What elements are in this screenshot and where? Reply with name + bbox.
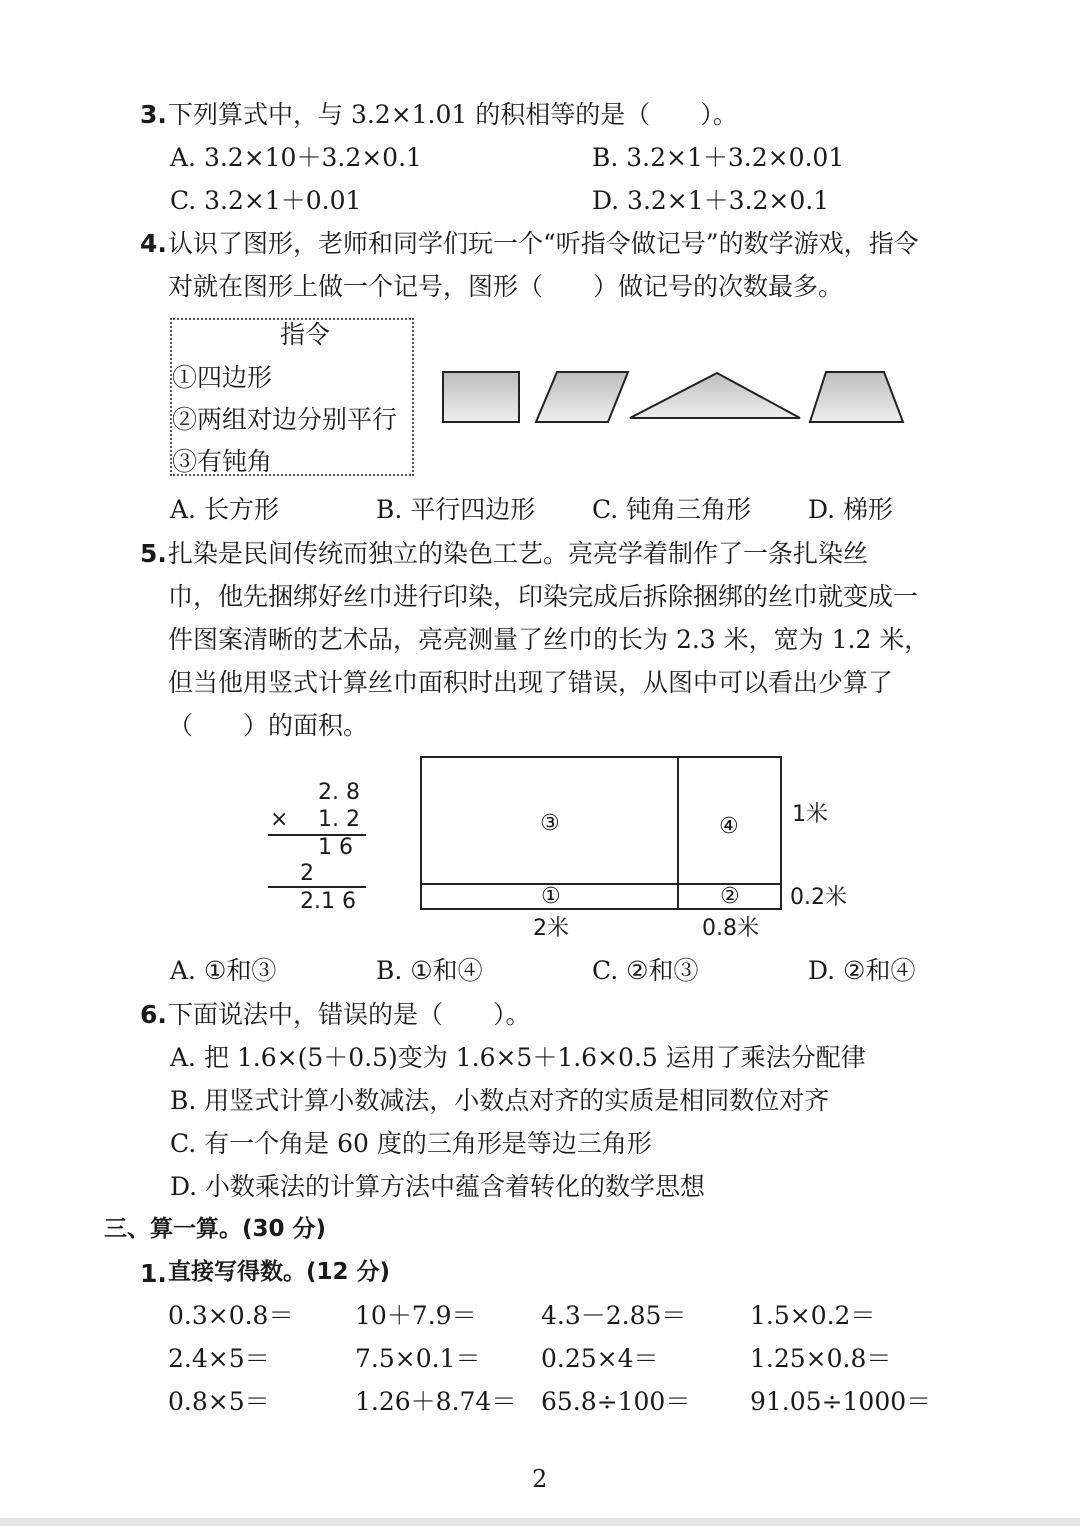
- q5-stem-line4: 但当他用竖式计算丝巾面积时出现了错误，从图中可以看出少算了: [168, 668, 894, 697]
- calc-item: 0.25×4＝: [541, 1344, 659, 1373]
- calc-multiplier: 1. 2: [318, 807, 360, 832]
- calc-result: 2.1 6: [300, 889, 356, 914]
- q3-stem: 下列算式中，与 3.2×1.01 的积相等的是（ ）。: [168, 100, 738, 129]
- bottom-edge: [0, 1518, 1080, 1526]
- region-2-label: ②: [720, 884, 740, 909]
- section-3-sub1-title: 直接写得数。(12 分): [168, 1259, 391, 1285]
- calc-item: 7.5×0.1＝: [355, 1344, 481, 1373]
- calc-line-2: [268, 886, 366, 888]
- q5-stem-line1: 扎染是民间传统而独立的染色工艺。亮亮学着制作了一条扎染丝: [168, 539, 869, 568]
- instruction-item-3: ③有钝角: [172, 447, 273, 476]
- width-left-label: 2米: [533, 916, 569, 941]
- calc-item: 10＋7.9＝: [355, 1301, 477, 1330]
- calc-item: 4.3－2.85＝: [541, 1301, 687, 1330]
- instruction-item-1: ①四边形: [172, 363, 273, 392]
- q5-option-a[interactable]: A. ①和③: [170, 956, 277, 985]
- q6-option-b[interactable]: B. 用竖式计算小数减法，小数点对齐的实质是相同数位对齐: [170, 1086, 830, 1115]
- calc-item: 91.05÷1000＝: [750, 1387, 932, 1416]
- rectangle-shape: [443, 372, 519, 422]
- calc-item: 1.25×0.8＝: [750, 1344, 892, 1373]
- q5-stem-line3: 件图案清晰的艺术品，亮亮测量了丝巾的长为 2.3 米，宽为 1.2 米，: [168, 625, 930, 654]
- q6-number: 6.: [140, 1000, 167, 1029]
- q6-stem: 下面说法中，错误的是（ ）。: [168, 1000, 531, 1029]
- q5-number: 5.: [140, 539, 167, 568]
- calc-item: 1.26＋8.74＝: [355, 1387, 517, 1416]
- page-number: 2: [532, 1465, 548, 1493]
- figure-vertical-divider: [677, 756, 679, 910]
- calc-item: 1.5×0.2＝: [750, 1301, 876, 1330]
- section-3-sub1-number: 1.: [140, 1259, 167, 1288]
- trapezoid-shape: [810, 372, 903, 422]
- calc-item: 0.8×5＝: [168, 1387, 270, 1416]
- calc-item: 65.8÷100＝: [541, 1387, 691, 1416]
- region-1-label: ①: [541, 884, 561, 909]
- q3-option-a[interactable]: A. 3.2×10＋3.2×0.1: [170, 143, 422, 172]
- shapes-figure: [430, 360, 920, 432]
- q3-option-b[interactable]: B. 3.2×1＋3.2×0.01: [592, 143, 845, 172]
- calc-item: 0.3×0.8＝: [168, 1301, 294, 1330]
- q6-option-c[interactable]: C. 有一个角是 60 度的三角形是等边三角形: [170, 1129, 652, 1158]
- q4-option-b[interactable]: B. 平行四边形: [376, 495, 536, 524]
- calc-item: 2.4×5＝: [168, 1344, 270, 1373]
- height-bottom-label: 0.2米: [790, 885, 847, 910]
- calc-multiplicand: 2. 8: [318, 780, 360, 805]
- q4-stem-line2: 对就在图形上做一个记号，图形（ ）做记号的次数最多。: [168, 272, 844, 301]
- q3-option-c[interactable]: C. 3.2×1＋0.01: [170, 186, 362, 215]
- q5-option-b[interactable]: B. ①和④: [376, 956, 483, 985]
- q6-option-a[interactable]: A. 把 1.6×(5＋0.5)变为 1.6×5＋1.6×0.5 运用了乘法分配律: [170, 1043, 866, 1072]
- obtuse-triangle-shape: [630, 373, 800, 418]
- calc-partial-2: 2: [300, 861, 314, 886]
- width-right-label: 0.8米: [702, 916, 759, 941]
- q4-option-c[interactable]: C. 钝角三角形: [592, 495, 752, 524]
- q5-stem-line5: （ ）的面积。: [168, 711, 369, 740]
- instruction-title: 指令: [280, 320, 331, 349]
- q3-number: 3.: [140, 100, 167, 129]
- region-3-label: ③: [540, 811, 560, 836]
- q5-stem-line2: 巾，他先捆绑好丝巾进行印染，印染完成后拆除捆绑的丝巾就变成一: [168, 582, 919, 611]
- instruction-item-2: ②两组对边分别平行: [172, 405, 398, 434]
- q4-number: 4.: [140, 229, 167, 258]
- parallelogram-shape: [536, 372, 628, 422]
- height-top-label: 1米: [792, 802, 828, 827]
- q5-option-c[interactable]: C. ②和③: [592, 956, 699, 985]
- q5-option-d[interactable]: D. ②和④: [808, 956, 916, 985]
- q4-stem-line1: 认识了图形，老师和同学们玩一个“听指令做记号”的数学游戏，指令: [168, 229, 919, 258]
- q4-option-a[interactable]: A. 长方形: [170, 495, 279, 524]
- q4-option-d[interactable]: D. 梯形: [808, 495, 894, 524]
- section-3-title: 三、算一算。(30 分): [104, 1216, 327, 1242]
- region-4-label: ④: [719, 814, 739, 839]
- calc-partial-1: 1 6: [318, 835, 353, 860]
- q3-option-d[interactable]: D. 3.2×1＋3.2×0.1: [592, 186, 830, 215]
- q6-option-d[interactable]: D. 小数乘法的计算方法中蕴含着转化的数学思想: [170, 1172, 706, 1201]
- calc-times-sign: ×: [270, 807, 289, 832]
